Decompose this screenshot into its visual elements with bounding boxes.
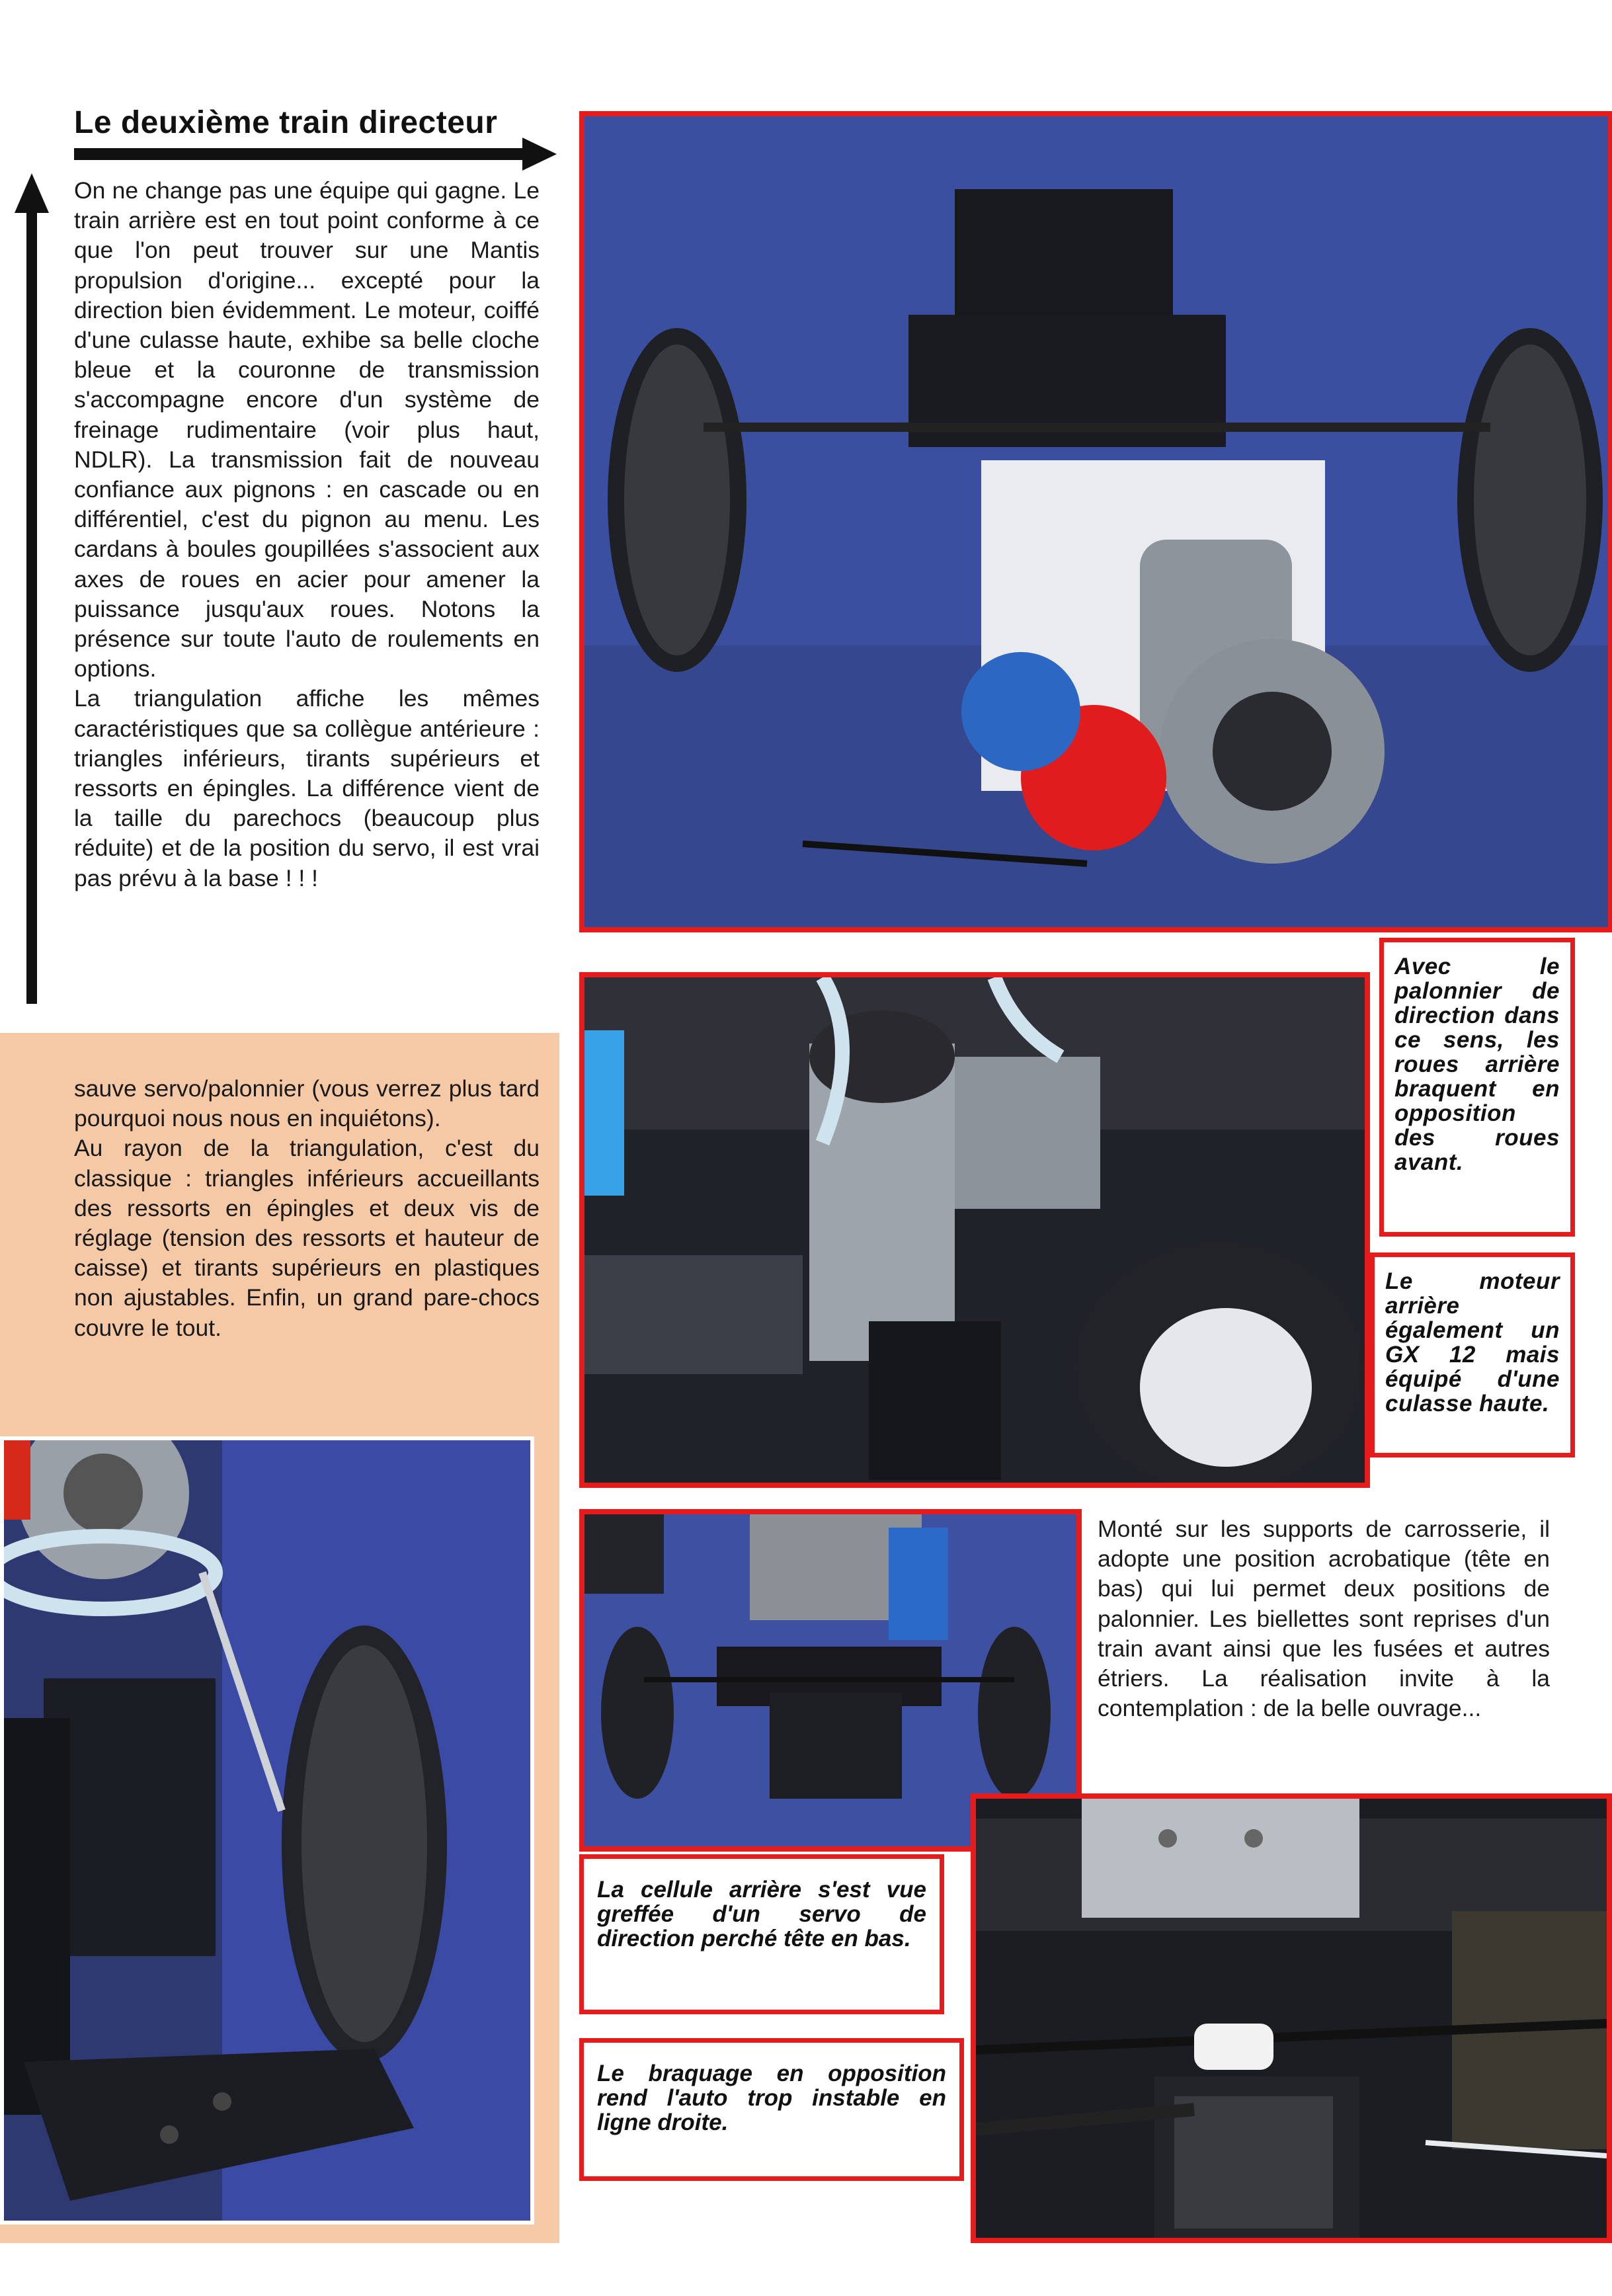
paragraph: Au rayon de la triangulation, c'est du classique : triangles inférieurs accueillants des ressorts en épingles et deux vis de réglage (tension des ressorts et hauteur de caisse) et tirants supérieurs en plastiques non ajustables. Enfin, un grand pare-chocs couvre le tout. [74, 1135, 540, 1341]
caption-rear-cell: La cellule arrière s'est vue greffée d'un servo de direction perché tête en bas. [579, 1854, 944, 2014]
paragraph: La triangulation affiche les mêmes caractéristiques que sa collègue antérieure : triangles inférieurs, tirants supérieurs et ressorts en épingles. La différence vient de la taille du parechocs (beaucoup plus réduite) et de la position du servo, il est vrai pas prévu à la base ! ! ! [74, 685, 540, 891]
paragraph: sauve servo/palonnier (vous verrez plus tard pourquoi nous nous en inquiétons). [74, 1075, 540, 1132]
caption-rear-engine: Le moteur arrière également un GX 12 mais équipé d'une culasse haute. [1370, 1252, 1575, 1457]
arrow-up-icon [15, 173, 49, 213]
photo-rear-engine [579, 972, 1370, 1488]
article-column-3 [1098, 1514, 1550, 1723]
arrow-right-icon [522, 138, 557, 171]
photo-rear-wheel [0, 1436, 534, 2225]
article-column-2 [74, 1074, 540, 1343]
photo-steering-servo [971, 1793, 1612, 2243]
section-title: Le deuxième train directeur [74, 105, 498, 140]
paragraph: Monté sur les supports de carrosserie, il adopte une position acrobatique (tête en bas) qui lui permet deux positions de palonnier. Les biellettes sont reprises d'un train avant ainsi que les fusées et autres étriers. La réalisation invite à la contemplation : de la belle ouvrage... [1098, 1516, 1550, 1722]
article-column-1 [74, 176, 540, 893]
vertical-arrow-line [26, 210, 37, 1004]
horizontal-arrow-line [74, 148, 537, 160]
caption-opposite-steering: Le braquage en opposition rend l'auto trop instable en ligne droite. [579, 2038, 964, 2181]
caption-steering-direction: Avec le palonnier de direction dans ce sens, les roues arrière braquent en opposition des roues avant. [1379, 938, 1575, 1237]
photo-rear-chassis-top [579, 111, 1612, 932]
paragraph: On ne change pas une équipe qui gagne. Le train arrière est en tout point conforme à ce que l'on peut trouver sur une Mantis propulsion d'origine... excepté pour la direction bien évidemment. Le moteur, coiffé d'une culasse haute, exhibe sa belle cloche bleue et la couronne de transmission s'accompagne encore d'un système de freinage rudimentaire (voir plus haut, NDLR). La transmission fait de nouveau confiance aux pignons : en cascade ou en différentiel, c'est du pignon au menu. Les cardans à boules goupillées s'associent aux axes de roues en acier pour amener la puissance jusqu'aux roues. Notons la présence sur toute l'auto de roulements en options. [74, 177, 540, 682]
